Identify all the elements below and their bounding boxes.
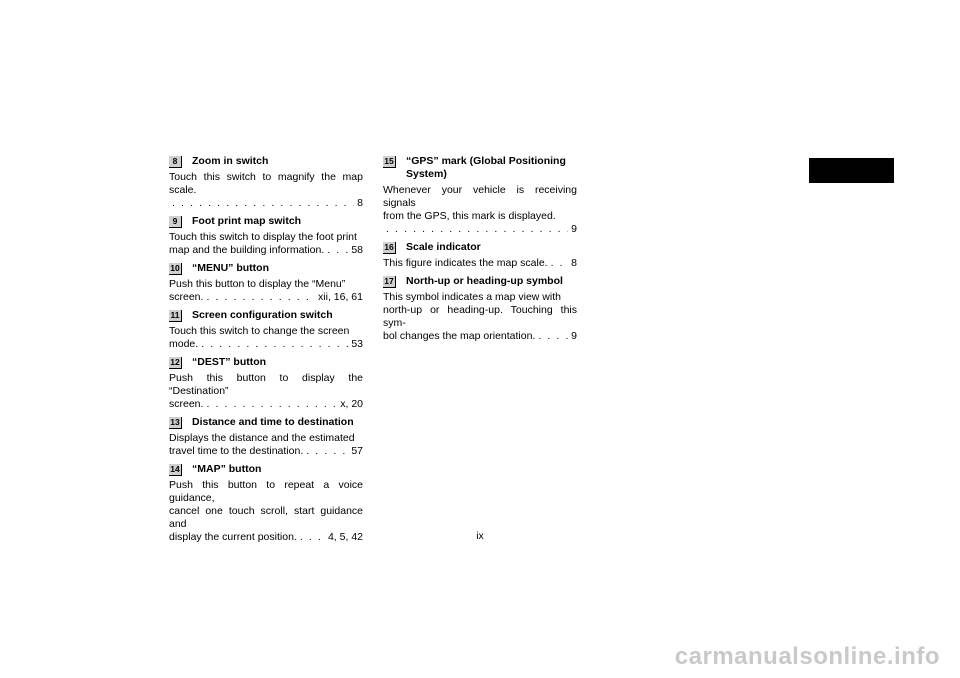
index-entry — [169, 215, 363, 257]
dot-leader — [172, 197, 354, 210]
page-reference-line — [169, 398, 363, 411]
page-number: ix — [476, 530, 484, 542]
description-line: travel time to the destination. — [169, 445, 304, 457]
description-line: Touch this switch to change the screen — [169, 325, 350, 337]
page-reference: 57 — [351, 445, 363, 457]
entry-title: North-up or heading-up symbol — [406, 275, 563, 287]
entry-description — [169, 432, 363, 458]
entry-description — [169, 171, 363, 210]
entry-title: Zoom in switch — [192, 155, 269, 167]
entry-title: Scale indicator — [406, 241, 481, 253]
description-line: north-up or heading-up. Touching this sym- — [383, 304, 577, 329]
description-line: mode. — [169, 338, 199, 350]
description-line: Push this button to display the “Destination” — [169, 372, 363, 397]
entry-title: “MENU” button — [192, 262, 269, 274]
entry-description — [169, 325, 363, 351]
index-entry — [169, 262, 363, 304]
page-reference-line — [169, 338, 363, 351]
page-reference-line — [169, 445, 363, 458]
callout-number-badge: 11 — [169, 310, 182, 322]
entry-heading — [169, 463, 363, 476]
watermark: carmanualsonline.info — [674, 643, 940, 670]
entry-heading — [169, 416, 363, 429]
dot-leader — [386, 223, 568, 236]
page-reference: 4, 5, 42 — [327, 531, 363, 543]
page-reference-line — [383, 330, 577, 343]
index-entry — [169, 416, 363, 458]
description-line: Displays the distance and the estimated — [169, 432, 355, 444]
description-line: from the GPS, this mark is displayed. — [383, 210, 556, 222]
callout-number-badge: 10 — [169, 263, 182, 275]
callout-number-badge: 15 — [383, 156, 396, 168]
dot-leader — [201, 338, 348, 351]
page-reference-line — [169, 197, 363, 210]
description-line: This figure indicates the map scale. — [383, 257, 548, 269]
index-entry — [169, 309, 363, 351]
entry-title: “DEST” button — [192, 356, 267, 368]
entry-heading — [169, 215, 363, 228]
page-reference: 9 — [571, 330, 577, 342]
callout-number-badge: 12 — [169, 357, 182, 369]
entry-title: Distance and time to destination — [192, 416, 354, 428]
index-entry — [383, 241, 577, 270]
page-reference: 9 — [571, 223, 577, 235]
entry-description — [169, 231, 363, 257]
description-line: cancel one touch scroll, start guidance and — [169, 505, 363, 530]
index-entry — [383, 155, 577, 236]
entry-heading — [169, 262, 363, 275]
section-tab — [809, 158, 894, 183]
dot-leader — [327, 244, 348, 257]
dot-leader — [206, 291, 315, 304]
entry-heading — [383, 241, 577, 254]
description-line: display the current position. — [169, 531, 297, 543]
page-reference: x, 20 — [340, 398, 363, 410]
callout-number-badge: 8 — [169, 156, 182, 168]
page-reference-line — [383, 223, 577, 236]
description-line: screen. — [169, 291, 204, 303]
entry-description — [169, 372, 363, 411]
right-column — [383, 155, 577, 348]
entry-title: “MAP” button — [192, 463, 262, 475]
entry-title: Screen configuration switch — [192, 309, 333, 321]
callout-number-badge: 9 — [169, 216, 182, 228]
index-entry — [383, 275, 577, 343]
description-line: map and the building information. — [169, 244, 325, 256]
entry-description — [383, 291, 577, 343]
page-reference: 8 — [571, 257, 577, 269]
dot-leader — [306, 445, 348, 458]
left-column — [169, 155, 363, 549]
page-reference: xii, 16, 61 — [318, 291, 363, 303]
dot-leader — [206, 398, 337, 411]
page-reference-line — [169, 244, 363, 257]
page-reference: 53 — [351, 338, 363, 350]
description-line: Push this button to repeat a voice guidance, — [169, 479, 363, 504]
callout-number-badge: 13 — [169, 417, 182, 429]
entry-heading — [169, 155, 363, 168]
description-line: Whenever your vehicle is receiving signals — [383, 184, 577, 209]
entry-heading — [169, 356, 363, 369]
entry-title: Foot print map switch — [192, 215, 302, 227]
page-reference: 58 — [351, 244, 363, 256]
description-line: Touch this switch to display the foot print — [169, 231, 357, 243]
page-reference: 8 — [357, 197, 363, 209]
dot-leader — [551, 257, 569, 270]
page-reference-line — [169, 291, 363, 304]
page-reference-line — [383, 257, 577, 270]
entry-heading — [383, 275, 577, 288]
description-line: bol changes the map orientation. — [383, 330, 536, 342]
description-line: screen. — [169, 398, 204, 410]
index-entry — [169, 155, 363, 210]
description-line: This symbol indicates a map view with — [383, 291, 561, 303]
entry-description — [383, 257, 577, 270]
entry-heading — [383, 155, 577, 181]
callout-number-badge: 16 — [383, 242, 396, 254]
description-line: Push this button to display the “Menu” — [169, 278, 346, 290]
entry-title: “GPS” mark (Global Positioning System) — [406, 155, 566, 180]
callout-number-badge: 14 — [169, 464, 182, 476]
description-line: Touch this switch to magnify the map scale. — [169, 171, 363, 196]
dot-leader — [538, 330, 568, 343]
entry-description — [383, 184, 577, 236]
index-entry — [169, 356, 363, 411]
callout-number-badge: 17 — [383, 276, 396, 288]
entry-description — [169, 278, 363, 304]
entry-heading — [169, 309, 363, 322]
